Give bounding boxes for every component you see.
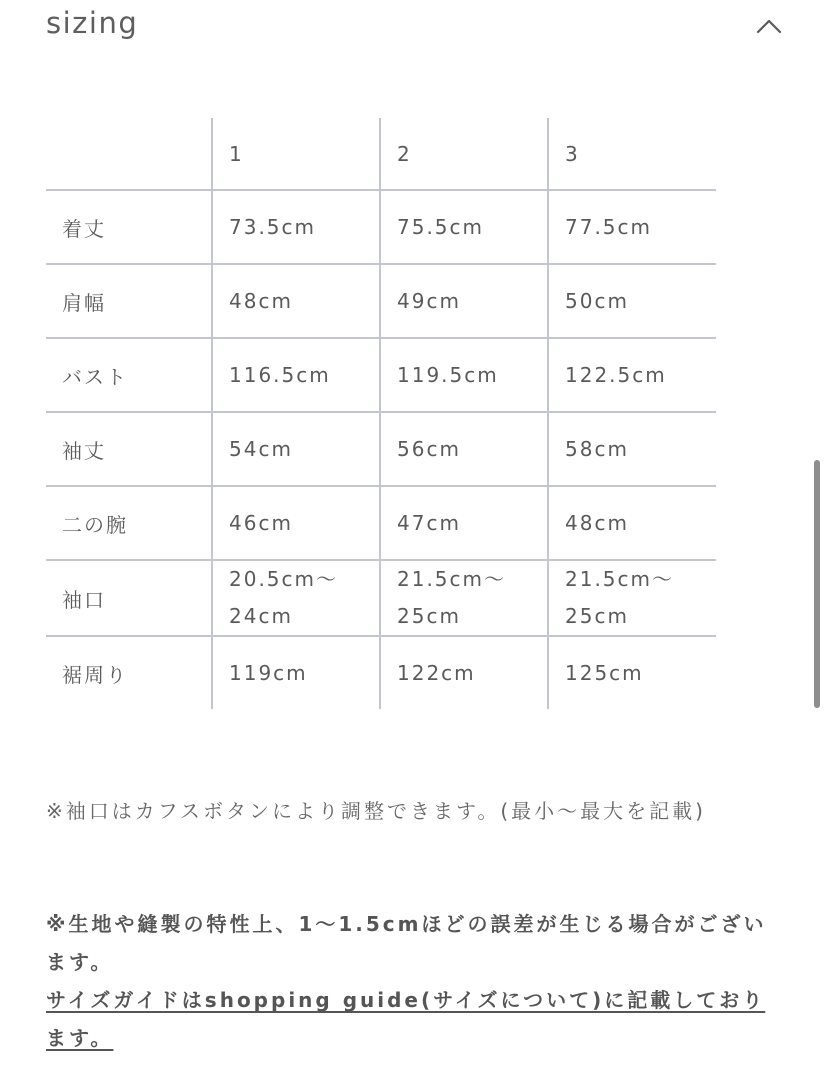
- table-row: [46, 412, 716, 486]
- section-title: sizing: [46, 6, 139, 40]
- row-label: 裾周り: [46, 636, 212, 709]
- size-table: [46, 118, 716, 709]
- table-cell: 122.5cm: [548, 338, 716, 412]
- table-cell: 20.5cm〜24cm: [212, 560, 380, 636]
- table-row: [46, 486, 716, 560]
- table-cell: 119.5cm: [380, 338, 548, 412]
- table-cell: 73.5cm: [212, 190, 380, 264]
- row-label: バスト: [46, 338, 212, 412]
- cuff-adjust-note: ※袖口はカフスボタンにより調整できます。(最小〜最大を記載): [46, 799, 706, 823]
- vertical-scrollbar[interactable]: [814, 460, 820, 708]
- table-cell: 46cm: [212, 486, 380, 560]
- table-row: [46, 560, 716, 636]
- chevron-up-icon[interactable]: [752, 12, 786, 42]
- table-cell: 21.5cm〜25cm: [380, 560, 548, 636]
- table-header-row: [46, 118, 716, 190]
- table-row: [46, 264, 716, 338]
- table-cell: 50cm: [548, 264, 716, 338]
- row-label: 着丈: [46, 190, 212, 264]
- table-cell: 54cm: [212, 412, 380, 486]
- table-header-size-1: 1: [212, 118, 380, 190]
- table-header-size-2: 2: [380, 118, 548, 190]
- table-cell: 56cm: [380, 412, 548, 486]
- table-cell: 49cm: [380, 264, 548, 338]
- table-cell: 47cm: [380, 486, 548, 560]
- table-cell: 48cm: [212, 264, 380, 338]
- table-cell: 77.5cm: [548, 190, 716, 264]
- table-row: [46, 338, 716, 412]
- sizing-section-header[interactable]: [46, 0, 786, 56]
- row-label: 二の腕: [46, 486, 212, 560]
- table-cell: 116.5cm: [212, 338, 380, 412]
- table-cell: 58cm: [548, 412, 716, 486]
- row-label: 袖口: [46, 560, 212, 636]
- table-header-size-3: 3: [548, 118, 716, 190]
- table-cell: 119cm: [212, 636, 380, 709]
- table-header-empty: [46, 118, 212, 190]
- table-cell: 21.5cm〜25cm: [548, 560, 716, 636]
- row-label: 肩幅: [46, 264, 212, 338]
- table-cell: 125cm: [565, 660, 644, 685]
- table-cell: 48cm: [548, 486, 716, 560]
- table-cell: 75.5cm: [380, 190, 548, 264]
- row-label: 袖丈: [46, 412, 212, 486]
- table-row: [46, 190, 716, 264]
- size-guide-link[interactable]: サイズガイドはshopping guide(サイズについて)に記載しております。: [46, 988, 766, 1050]
- table-cell: 122cm: [380, 636, 548, 709]
- tolerance-note: ※生地や縫製の特性上、1〜1.5cmほどの誤差が生じる場合がございます。: [46, 912, 767, 974]
- table-row: [46, 636, 716, 709]
